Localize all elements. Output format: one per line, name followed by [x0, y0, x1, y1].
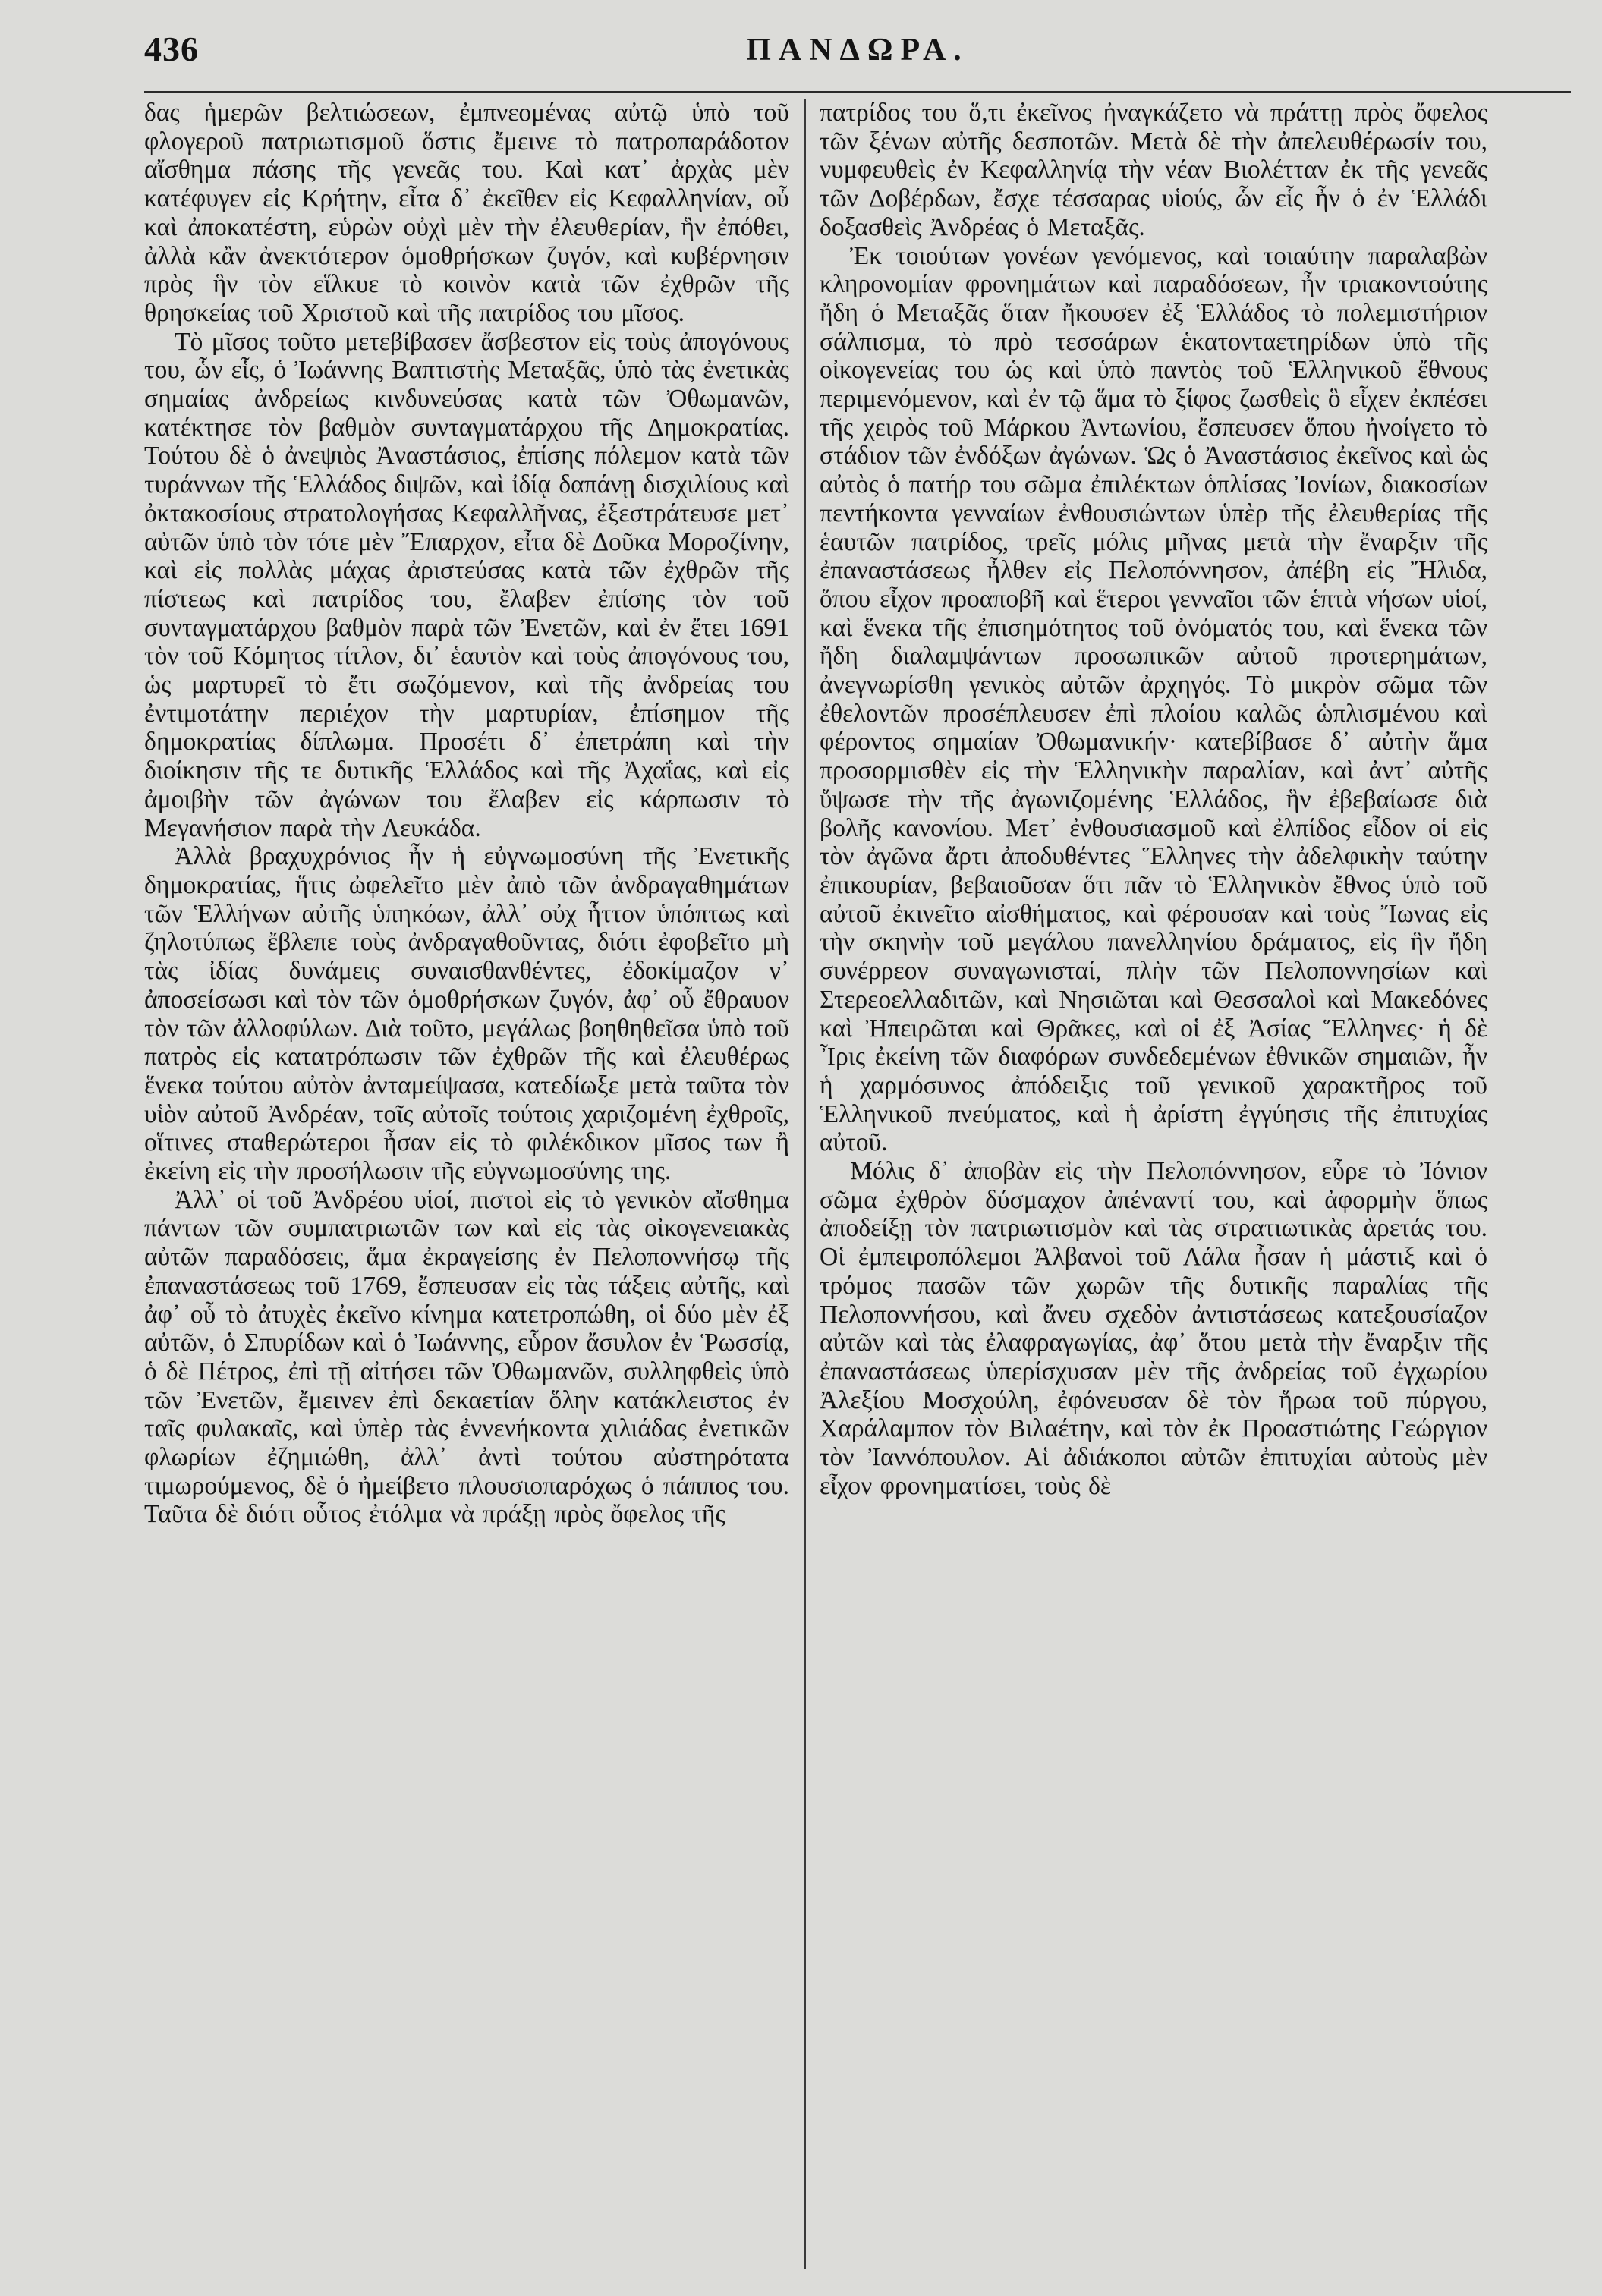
journal-title: ΠΑΝΔΩΡΑ. — [746, 33, 969, 68]
paragraph: Μόλις δ᾽ ἀποβὰν εἰς τὴν Πελοπόννησον, εὗρε τὸ Ἰόνιον σῶμα ἐχθρὸν δύσμαχον ἀπέναντί του, καὶ ἀφορμὴν ὅπως ἀποδείξῃ τὸν πατριωτισμὸν καὶ τὰς στρατιωτικὰς ἀρετάς του. Οἱ ἐμπειροπόλεμοι Ἀλβανοὶ τοῦ Λάλα ἦσαν ἡ μάστιξ καὶ ὁ τρόμος πασῶν τῶν χωρῶν τῆς δυτικῆς παραλίας τῆς Πελοποννήσου, καὶ ἄνευ σχεδὸν ἀντιστάσεως κατεξουσίαζον αὐτῶν καὶ τὰς ἐλαφραγωγίας, ἀφ᾽ ὅτου μετὰ τὴν ἔναρξιν τῆς ἐπαναστάσεως ὑπερίσχυσαν μὲν τῆς ἀνδρείας τοῦ ἐγχωρίου Ἀλεξίου Μοσχούλη, ἐφόνευσαν δὲ τὸν ἥρωα τοῦ πύργου, Χαράλαμπον τὸν Βιλαέτην, καὶ τὸν ἐκ Προαστιώτης Γεώργιον τὸν Ἰαννόπουλον. Αἱ ἀδιάκοποι αὐτῶν ἐπιτυχίαι αὐτοὺς μὲν εἶχον φρονηματίσει, τοὺς δὲ — [820, 1157, 1487, 1500]
paragraph: πατρίδος του ὅ,τι ἐκεῖνος ἠναγκάζετο νὰ πράττῃ πρὸς ὄφελος τῶν ξένων αὐτῆς δεσποτῶν. Μετὰ δὲ τὴν ἀπελευθέρωσίν του, νυμφευθεὶς ἐν Κεφαλληνίᾳ τὴν νέαν Βιολέτταν ἐκ τῆς γενεᾶς τῶν Δοβέρδων, ἔσχε τέσσαρας υἱούς, ὧν εἷς ἦν ὁ ἐν Ἑλλάδι δοξασθεὶς Ἀνδρέας ὁ Μεταξᾶς. — [820, 99, 1487, 241]
paragraph: Ἀλλὰ βραχυχρόνιος ἦν ἡ εὐγνωμοσύνη τῆς Ἐνετικῆς δημοκρατίας, ἥτις ὠφελεῖτο μὲν ἀπὸ τῶν ἀνδραγαθημάτων τῶν Ἑλλήνων αὐτῆς ὑπηκόων, ἀλλ᾽ οὐχ ἧττον ὑπόπτως καὶ ζηλοτύπως ἔβλεπε τοὺς ἀνδραγαθοῦντας, διότι ἐφοβεῖτο μὴ τὰς ἰδίας δυνάμεις συναισθανθέντες, ἐδοκίμαζον ν᾽ ἀποσείσωσι καὶ τὸν τῶν ὁμοθρήσκων ζυγόν, ἀφ᾽ οὗ ἔθραυον τὸν τῶν ἀλλοφύλων. Διὰ τοῦτο, μεγάλως βοηθηθεῖσα ὑπὸ τοῦ πατρὸς εἰς κατατρόπωσιν τῶν ἐχθρῶν τῆς καὶ ἐλευθέρως ἕνεκα τούτου αὐτὸν ἀνταμείψασα, κατεδίωξε μετὰ ταῦτα τὸν υἱὸν αὐτοῦ Ἀνδρέαν, τοῖς αὐτοῖς τούτοις χαριζομένη ἐχθροῖς, οἵτινες σταθερώτεροι ἦσαν εἰς τὸ φιλέκδικον μῖσος των ἢ ἐκείνη εἰς τὴν προσήλωσιν τῆς εὐγνωμοσύνης της. — [144, 842, 789, 1186]
header-rule — [144, 91, 1571, 93]
paragraph: Ἀλλ᾽ οἱ τοῦ Ἀνδρέου υἱοί, πιστοὶ εἰς τὸ γενικὸν αἴσθημα πάντων τῶν συμπατριωτῶν των καὶ εἰς τὰς οἰκογενειακὰς αὐτῶν παραδόσεις, ἅμα ἐκραγείσης ἐν Πελοποννήσῳ τῆς ἐπαναστάσεως τοῦ 1769, ἔσπευσαν εἰς τὰς τάξεις αὐτῆς, καὶ ἀφ᾽ οὗ τὸ ἀτυχὲς ἐκεῖνο κίνημα κατετροπώθη, οἱ δύο μὲν ἐξ αὐτῶν, ὁ Σπυρίδων καὶ ὁ Ἰωάννης, εὗρον ἄσυλον ἐν Ῥωσσίᾳ, ὁ δὲ Πέτρος, ἐπὶ τῇ αἰτήσει τῶν Ὀθωμανῶν, συλληφθεὶς ὑπὸ τῶν Ἐνετῶν, ἔμεινεν ἐπὶ δεκαετίαν ὅλην κατάκλειστος ἐν ταῖς φυλακαῖς, καὶ ὑπὲρ τὰς ἐννενήκοντα χιλιάδας ἐνετικῶν φλωρίων ἐζημιώθη, ἀλλ᾽ ἀντὶ τούτου αὐστηρότατα τιμωρούμενος, δὲ ὁ ἠμείβετο πλουσιοπαρόχως ὁ πάππος του. Ταῦτα δὲ διότι οὗτος ἐτόλμα νὰ πράξῃ πρὸς ὄφελος τῆς — [144, 1185, 789, 1529]
paragraph: δας ἡμερῶν βελτιώσεων, ἐμπνεομένας αὐτῷ ὑπὸ τοῦ φλογεροῦ πατριωτισμοῦ ὅστις ἔμεινε τὸ πατροπαράδοτον αἴσθημα πάσης τῆς γενεᾶς του. Καὶ κατ᾽ ἀρχὰς μὲν κατέφυγεν εἰς Κρήτην, εἶτα δ᾽ ἐκεῖθεν εἰς Κεφαλληνίαν, οὗ καὶ ἀποκατέστη, εὑρὼν οὐχὶ μὲν τὴν ἐλευθερίαν, ἣν ἐπόθει, ἀλλὰ κἂν ἀνεκτότερον ὁμοθρήσκων ζυγόν, καὶ κυβέρνησιν πρὸς ἣν τὸν εἵλκυε τὸ κοινὸν κατὰ τῶν ἐχθρῶν τῆς θρησκείας τοῦ Χριστοῦ καὶ τῆς πατρίδος του μῖσος. — [144, 99, 789, 327]
right-column — [820, 99, 1487, 2276]
paragraph: Τὸ μῖσος τοῦτο μετεβίβασεν ἄσβεστον εἰς τοὺς ἀπογόνους του, ὧν εἷς, ὁ Ἰωάννης Βαπτιστὴς Μεταξᾶς, ὑπὸ τὰς ἐνετικὰς σημαίας ἀνδρείως κινδυνεύσας κατὰ τῶν Ὀθωμανῶν, κατέκτησε τὸν βαθμὸν συνταγματάρχου τῆς Δημοκρατίας. Τούτου δὲ ὁ ἀνεψιὸς Ἀναστάσιος, ἐπίσης πόλεμον κατὰ τῶν τυράννων τῆς Ἑλλάδος διψῶν, καὶ ἰδίᾳ δαπάνῃ δισχιλίους καὶ ὀκτακοσίους στρατολογήσας Κεφαλλῆνας, ἐξεστράτευσε μετ᾽ αὐτῶν ὑπὸ τὸν τότε μὲν Ἔπαρχον, εἶτα δὲ Δοῦκα Μοροζίνην, καὶ εἰς πολλὰς μάχας ἀριστεύσας κατὰ τῶν ἐχθρῶν τῆς πίστεως καὶ πατρίδος του, ἔλαβεν ἐπίσης τὸν τοῦ συνταγματάρχου βαθμὸν παρὰ τῶν Ἐνετῶν, καὶ ἐν ἔτει 1691 τὸν τοῦ Κόμητος τίτλον, δι᾽ ἑαυτὸν καὶ τοὺς ἀπογόνους του, ὡς μαρτυρεῖ τὸ ἔτι σωζόμενον, καὶ τῆς ἀνδρείας του ἐντιμοτάτην περιέχον τὴν μαρτυρίαν, ἐπίσημον τῆς δημοκρατίας δίπλωμα. Προσέτι δ᾽ ἐπετράπη καὶ τὴν διοίκησιν τῆς τε δυτικῆς Ἑλλάδος καὶ τῆς Ἀχαΐας, καὶ εἰς ἀμοιβὴν τῶν ἀγώνων του ἔλαβεν εἰς κάρπωσιν τὸ Μεγανήσιον παρὰ τὴν Λευκάδα. — [144, 327, 789, 842]
page-number: 436 — [144, 30, 199, 68]
column-divider — [804, 99, 806, 2269]
left-column — [144, 99, 789, 2276]
running-head — [144, 29, 1571, 82]
paragraph: Ἐκ τοιούτων γονέων γενόμενος, καὶ τοιαύτην παραλαβὼν κληρονομίαν φρονημάτων καὶ παραδόσεων, ἦν τριακοντούτης ἤδη ὁ Μεταξᾶς ὅταν ἤκουσεν ἐξ Ἑλλάδος τὸ πολεμιστήριον σάλπισμα, τὸ πρὸ τεσσάρων ἑκατονταετηρίδων ὑπὸ τῆς οἰκογενείας του ὡς καὶ ὑπὸ παντὸς τοῦ Ἑλληνικοῦ ἔθνους περιμενόμενον, καὶ ἐν τῷ ἅμα τὸ ξίφος ζωσθεὶς ὃ εἶχεν ἐκπέσει τῆς χειρὸς τοῦ Μάρκου Ἀντωνίου, ἔσπευσεν ὅπου ἠνοίγετο τὸ στάδιον τῶν ἐνδόξων ἀγώνων. Ὡς ὁ Ἀναστάσιος ἐκεῖνος καὶ ὡς αὐτὸς ὁ πατήρ του σῶμα ἐπιλέκτων ὁπλίσας Ἰονίων, διακοσίων πεντήκοντα γενναίων ἐνθουσιώντων ὑπὲρ τῆς ἐλευθερίας τῆς ἑαυτῶν πατρίδος, τρεῖς μόλις μῆνας μετὰ τὴν ἔναρξιν τῆς ἐπαναστάσεως ἦλθεν εἰς Πελοπόννησον, ἀπέβη εἰς Ἤλιδα, ὅπου εἶχον προαποβῆ καὶ ἕτεροι γενναῖοι τῶν ἑπτὰ νήσων υἱοί, καὶ ἕνεκα τῆς ἐπισημότητος τοῦ ὀνόματός του, καὶ ἕνεκα τῶν ἤδη διαλαμψάντων προσωπικῶν αὐτοῦ προτερημάτων, ἀνεγνωρίσθη γενικὸς αὐτῶν ἀρχηγός. Τὸ μικρὸν σῶμα τῶν ἐθελοντῶν προσέπλευσεν ἐπὶ πλοίου καλῶς ὡπλισμένου καὶ φέροντος σημαίαν Ὀθωμανικήν· κατεβίβασε δ᾽ αὐτὴν ἅμα προσορμισθὲν εἰς τὴν Ἑλληνικὴν παραλίαν, καὶ ἀντ᾽ αὐτῆς ὕψωσε τὴν τῆς ἀγωνιζομένης Ἑλλάδος, ἣν ἐβεβαίωσε διὰ βολῆς κανονίου. Μετ᾽ ἐνθουσιασμοῦ καὶ ἐλπίδος εἶδον οἱ εἰς τὸν ἀγῶνα ἄρτι ἀποδυθέντες Ἕλληνες τὴν ἀδελφικὴν ταύτην ἐπικουρίαν, βεβαιοῦσαν ὅτι πᾶν τὸ Ἑλληνικὸν ἔθνος ὑπὸ τοῦ αὐτοῦ ἐκινεῖτο αἰσθήματος, καὶ φέρουσαν καὶ τοὺς Ἴωνας εἰς τὴν σκηνὴν τοῦ μεγάλου πανελληνίου δράματος, εἰς ἣν ἤδη συνέρρεον συναγωνισταί, πλὴν τῶν Πελοποννησίων καὶ Στερεοελλαδιτῶν, καὶ Νησιῶται καὶ Θεσσαλοὶ καὶ Μακεδόνες καὶ Ἠπειρῶται καὶ Θρᾶκες, καὶ οἱ ἐξ Ἀσίας Ἕλληνες· ἡ δὲ Ἶρις ἐκείνη τῶν διαφόρων συνδεδεμένων ἐθνικῶν σημαιῶν, ἦν ἡ χαρμόσυνος ἀπόδειξις τοῦ γενικοῦ χαρακτῆρος τοῦ Ἑλληνικοῦ πνεύματος, καὶ ἡ ἀρίστη ἐγγύησις τῆς ἐπιτυχίας αὐτοῦ. — [820, 241, 1487, 1157]
